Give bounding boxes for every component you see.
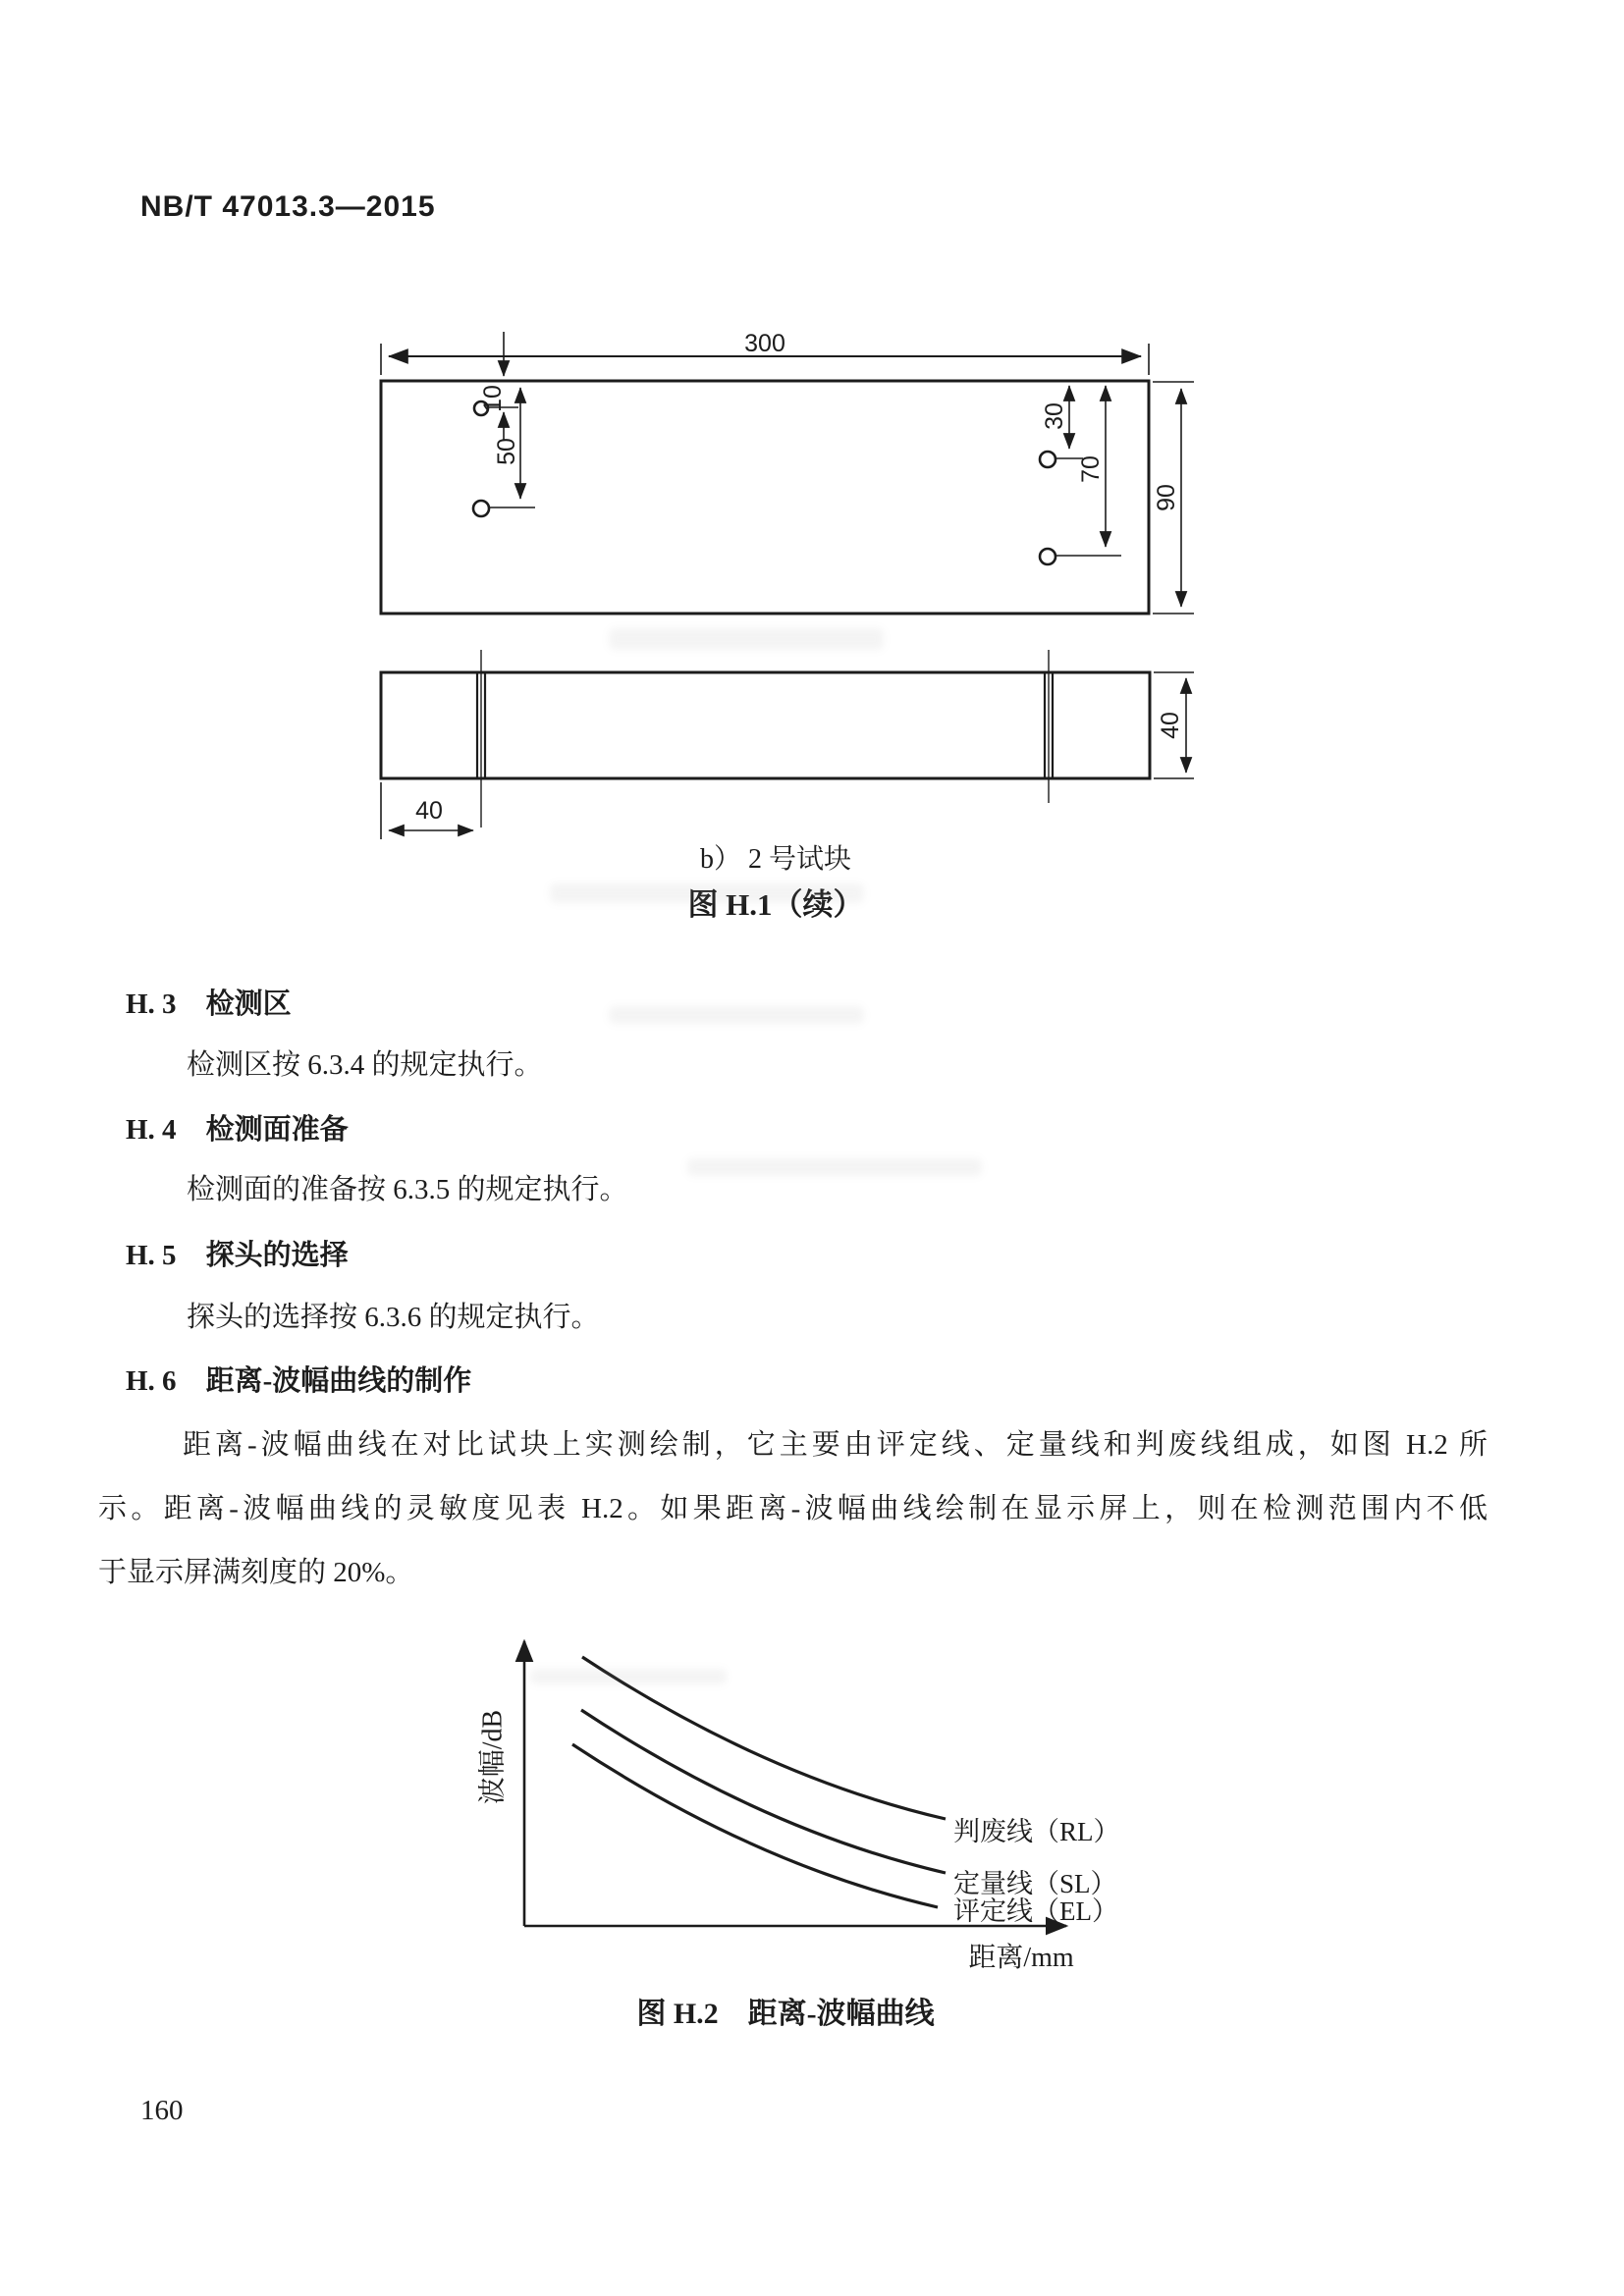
section-h5-number: H. 5	[126, 1240, 177, 1271]
section-h3-title: 检测区	[205, 988, 292, 1020]
section-h5-heading	[126, 1233, 349, 1273]
dim-40-left-label: 40	[415, 797, 443, 825]
section-h4-heading	[126, 1107, 349, 1148]
section-h4-body: 检测面的准备按 6.3.5 的规定执行。	[187, 1174, 628, 1205]
curve-el	[572, 1744, 938, 1907]
scan-artifact	[550, 883, 864, 903]
section-h3-body: 检测区按 6.3.4 的规定执行。	[187, 1049, 543, 1081]
section-h5-title: 探头的选择	[205, 1240, 349, 1271]
section-h6-number: H. 6	[126, 1365, 177, 1397]
dim-40-right-label: 40	[1157, 712, 1184, 739]
y-axis-label: 波幅/dB	[477, 1709, 509, 1805]
standard-code: NB/T 47013.3—2015	[140, 190, 436, 223]
scan-artifact	[687, 1158, 982, 1176]
figure-h1-caption: 图 H.1（续）	[687, 887, 864, 922]
scan-artifact	[530, 1669, 727, 1684]
section-h6-paragraph	[98, 1414, 1488, 1605]
top-view-hole-right-1	[1040, 452, 1056, 467]
page-number: 160	[140, 2095, 184, 2126]
section-h4-title: 检测面准备	[205, 1114, 349, 1146]
curve-label-el: 评定线（EL）	[953, 1896, 1118, 1926]
top-view-outline	[381, 381, 1149, 614]
figure-h2-chart	[442, 1600, 1129, 1993]
x-axis-label: 距离/mm	[968, 1943, 1074, 1973]
top-view-hole-right-2	[1040, 549, 1056, 564]
section-h5-body: 探头的选择按 6.3.6 的规定执行。	[187, 1302, 600, 1333]
dim-70-label: 70	[1077, 455, 1105, 483]
paragraph-line-1: 距离-波幅曲线在对比试块上实测绘制，它主要由评定线、定量线和判废线组成，如图 H.2 所	[183, 1429, 1488, 1461]
curve-label-rl: 判废线（RL）	[953, 1817, 1120, 1846]
section-h3-number: H. 3	[126, 988, 177, 1020]
section-h3-heading	[126, 982, 292, 1022]
section-h4-number: H. 4	[126, 1114, 177, 1146]
section-h6-title: 距离-波幅曲线的制作	[205, 1365, 472, 1397]
dim-10-label: 10	[479, 385, 507, 412]
figure-h1-top-view	[381, 332, 1194, 614]
scan-artifact	[609, 1006, 864, 1024]
section-h6-heading	[126, 1359, 471, 1399]
figure-h1-side-view	[381, 650, 1194, 839]
scan-artifact	[609, 628, 884, 650]
dim-300-label: 300	[744, 330, 785, 357]
figure-h1-subcaption: b） 2 号试块	[699, 844, 851, 875]
dim-30-label: 30	[1041, 402, 1068, 430]
figure-h2-caption: 图 H.2 距离-波幅曲线	[636, 1998, 935, 2030]
dim-90-label: 90	[1153, 484, 1180, 511]
paragraph-line-3: 于显示屏满刻度的 20%。	[98, 1557, 414, 1588]
dim-50-label: 50	[493, 438, 520, 465]
figure-h1-drawing	[324, 314, 1227, 839]
side-view-outline	[381, 672, 1150, 778]
curve-label-sl: 定量线（SL）	[953, 1869, 1117, 1898]
paragraph-line-2: 示。距离-波幅曲线的灵敏度见表 H.2。如果距离-波幅曲线绘制在显示屏上，则在检测范围内不低	[98, 1493, 1488, 1524]
top-view-hole-left-2	[473, 501, 489, 516]
